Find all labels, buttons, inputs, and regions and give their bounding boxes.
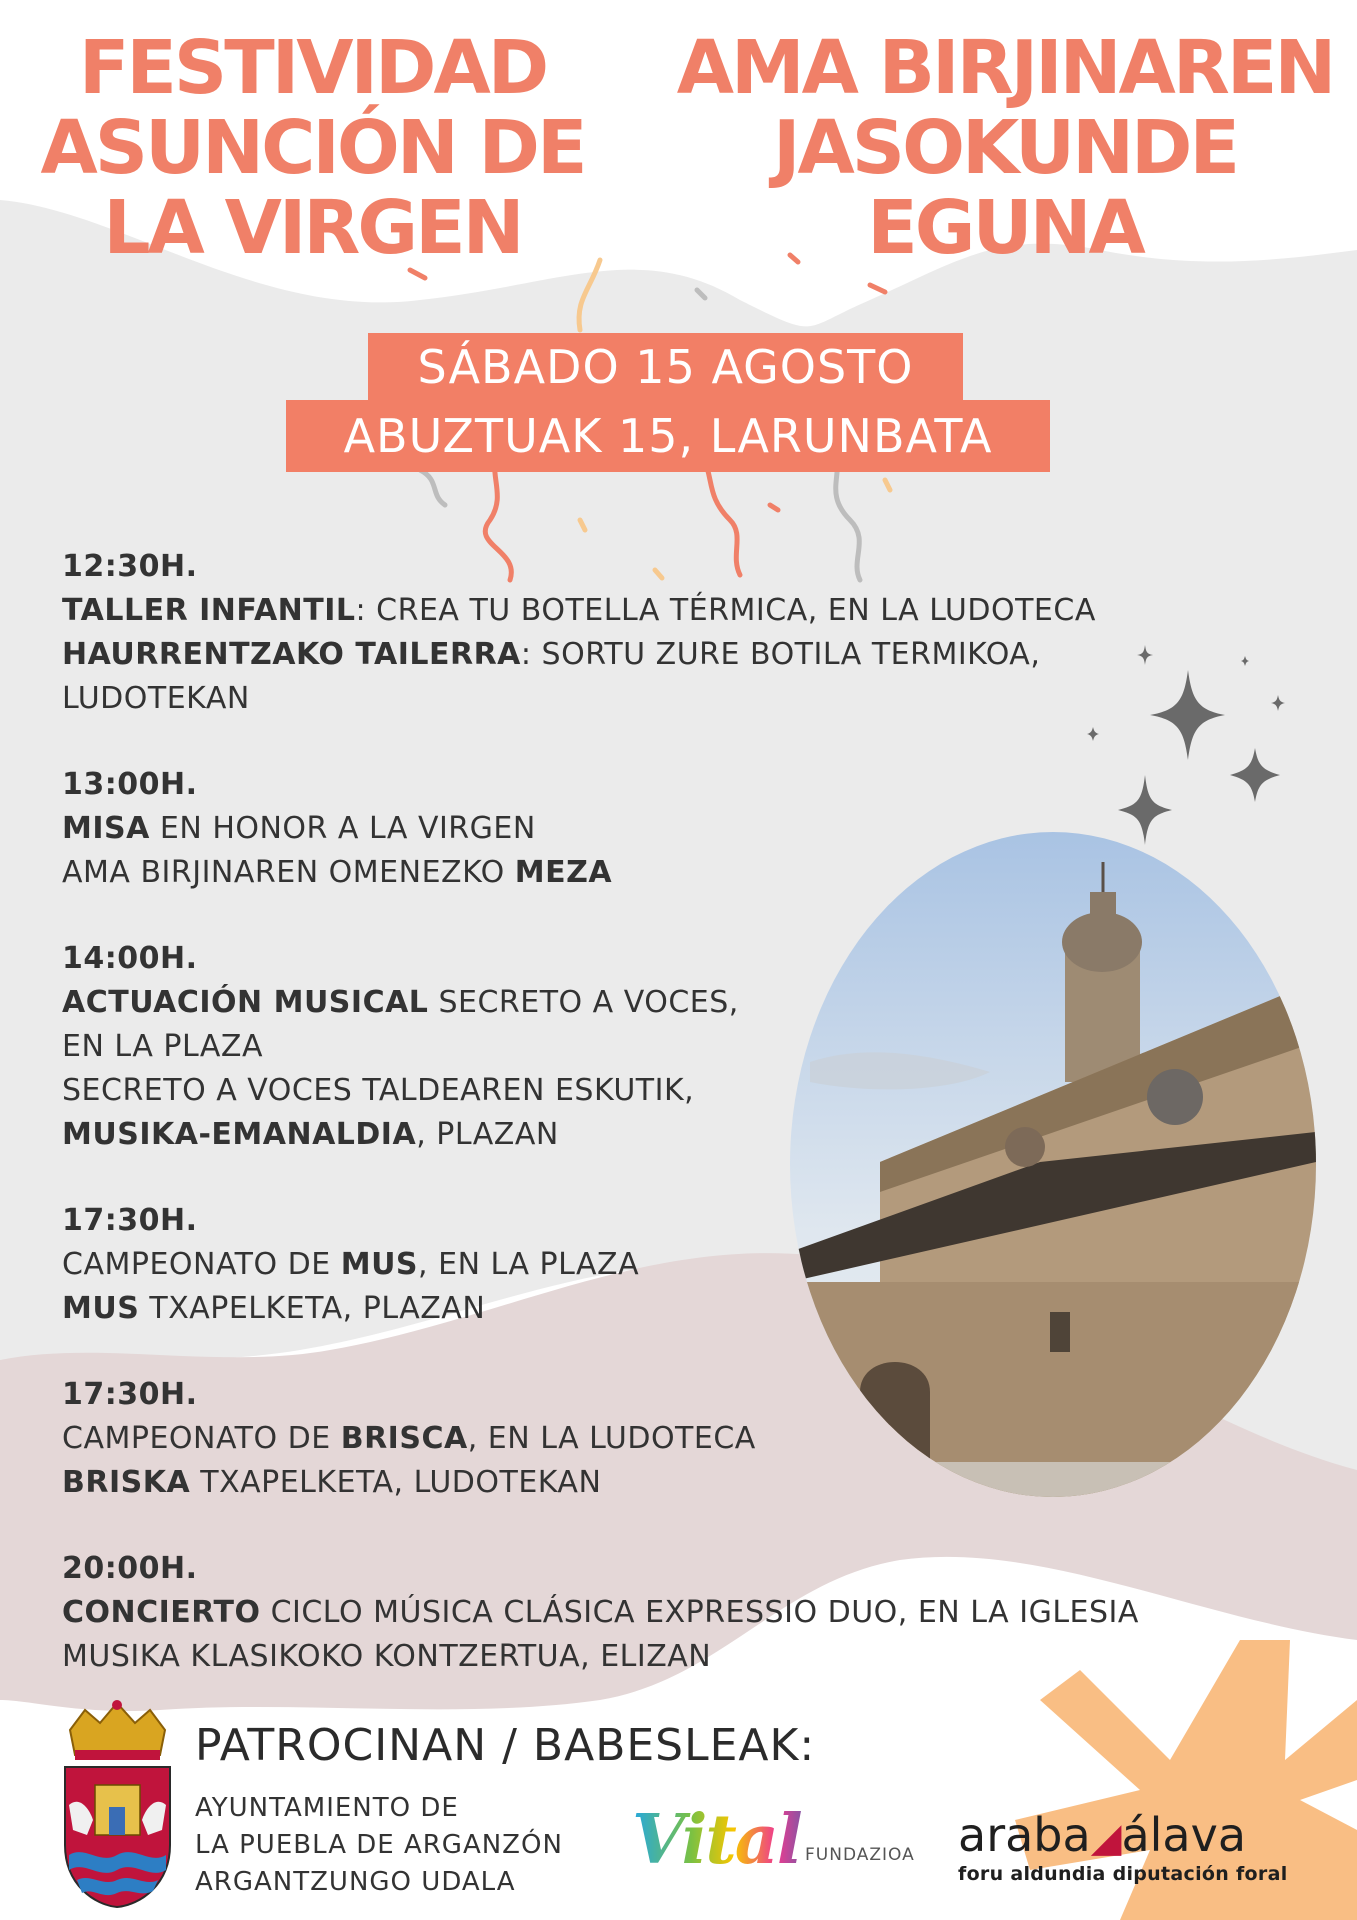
event-highlight: HAURRENTZAKO TAILERRA	[62, 637, 521, 672]
event-text: SECRETO A VOCES TALDEAREN ESKUTIK,	[62, 1073, 695, 1108]
event-description-line	[62, 1591, 1262, 1635]
event-text: EN LA PLAZA	[62, 1029, 263, 1064]
event-highlight: MUSIKA-EMANALDIA	[62, 1117, 417, 1152]
event-text: , EN LA LUDOTECA	[467, 1421, 756, 1456]
event-highlight: MUS	[62, 1291, 140, 1326]
title-spanish: FESTIVIDAD ASUNCIÓN DE LA VIRGEN	[40, 25, 585, 271]
event-description-line	[62, 677, 1262, 721]
event-text: CAMPEONATO DE	[62, 1247, 341, 1282]
event-time: 17:30H.	[62, 1203, 198, 1238]
event-description-line	[62, 1635, 1262, 1679]
event-text: : SORTU ZURE BOTILA TERMIKOA,	[520, 637, 1041, 672]
event-highlight: ACTUACIÓN MUSICAL	[62, 985, 429, 1020]
event-time: 13:00H.	[62, 767, 198, 802]
event-text: CAMPEONATO DE	[62, 1421, 341, 1456]
event-highlight: TALLER INFANTIL	[62, 593, 356, 628]
event-highlight: MEZA	[514, 855, 613, 890]
date-basque: ABUZTUAK 15, LARUNBATA	[286, 400, 1050, 472]
event-time: 17:30H.	[62, 1377, 198, 1412]
event-time: 12:30H.	[62, 549, 198, 584]
event-text: CICLO MÚSICA CLÁSICA EXPRESSIO DUO, EN LA IGLESIA	[260, 1595, 1139, 1630]
event-highlight: BRISCA	[340, 1421, 468, 1456]
event-highlight: BRISKA	[62, 1465, 191, 1500]
event-text: AMA BIRJINAREN OMENEZKO	[62, 855, 515, 890]
event-text: , PLAZAN	[416, 1117, 559, 1152]
council-name: AYUNTAMIENTO DE LA PUEBLA DE ARGANZÓN ARGANTZUNGO UDALA	[195, 1793, 563, 1897]
event-text: : CREA TU BOTELLA TÉRMICA, EN LA LUDOTECA	[355, 593, 1096, 628]
event-highlight: MUS	[340, 1247, 419, 1282]
event-highlight: CONCIERTO	[62, 1595, 261, 1630]
church-photo	[790, 832, 1316, 1497]
event-text: SECRETO A VOCES,	[428, 985, 739, 1020]
coat-of-arms-logo	[55, 1695, 180, 1910]
vital-logo: Vital	[632, 1800, 801, 1880]
event-highlight: MISA	[62, 811, 150, 846]
date-spanish: SÁBADO 15 AGOSTO	[368, 333, 963, 401]
event-text: LUDOTEKAN	[62, 681, 250, 716]
event-description-line	[62, 589, 1262, 633]
araba-alava-logo: araba◢álava foru aldundia diputación foral	[958, 1808, 1288, 1885]
event-text: , EN LA PLAZA	[418, 1247, 640, 1282]
sponsors-title: PATROCINAN / BABESLEAK:	[195, 1720, 816, 1771]
title-basque: AMA BIRJINAREN JASOKUNDE EGUNA	[676, 25, 1334, 271]
event-text: TXAPELKETA, LUDOTEKAN	[190, 1465, 602, 1500]
event-text: EN HONOR A LA VIRGEN	[149, 811, 536, 846]
event-block	[62, 545, 1262, 721]
event-description-line	[62, 633, 1262, 677]
vital-logo-sub: FUNDAZIOA	[805, 1845, 915, 1865]
event-time: 20:00H.	[62, 1551, 198, 1586]
event-text: MUSIKA KLASIKOKO KONTZERTUA, ELIZAN	[62, 1639, 712, 1674]
event-block	[62, 1547, 1262, 1679]
event-time: 14:00H.	[62, 941, 198, 976]
event-text: TXAPELKETA, PLAZAN	[139, 1291, 486, 1326]
